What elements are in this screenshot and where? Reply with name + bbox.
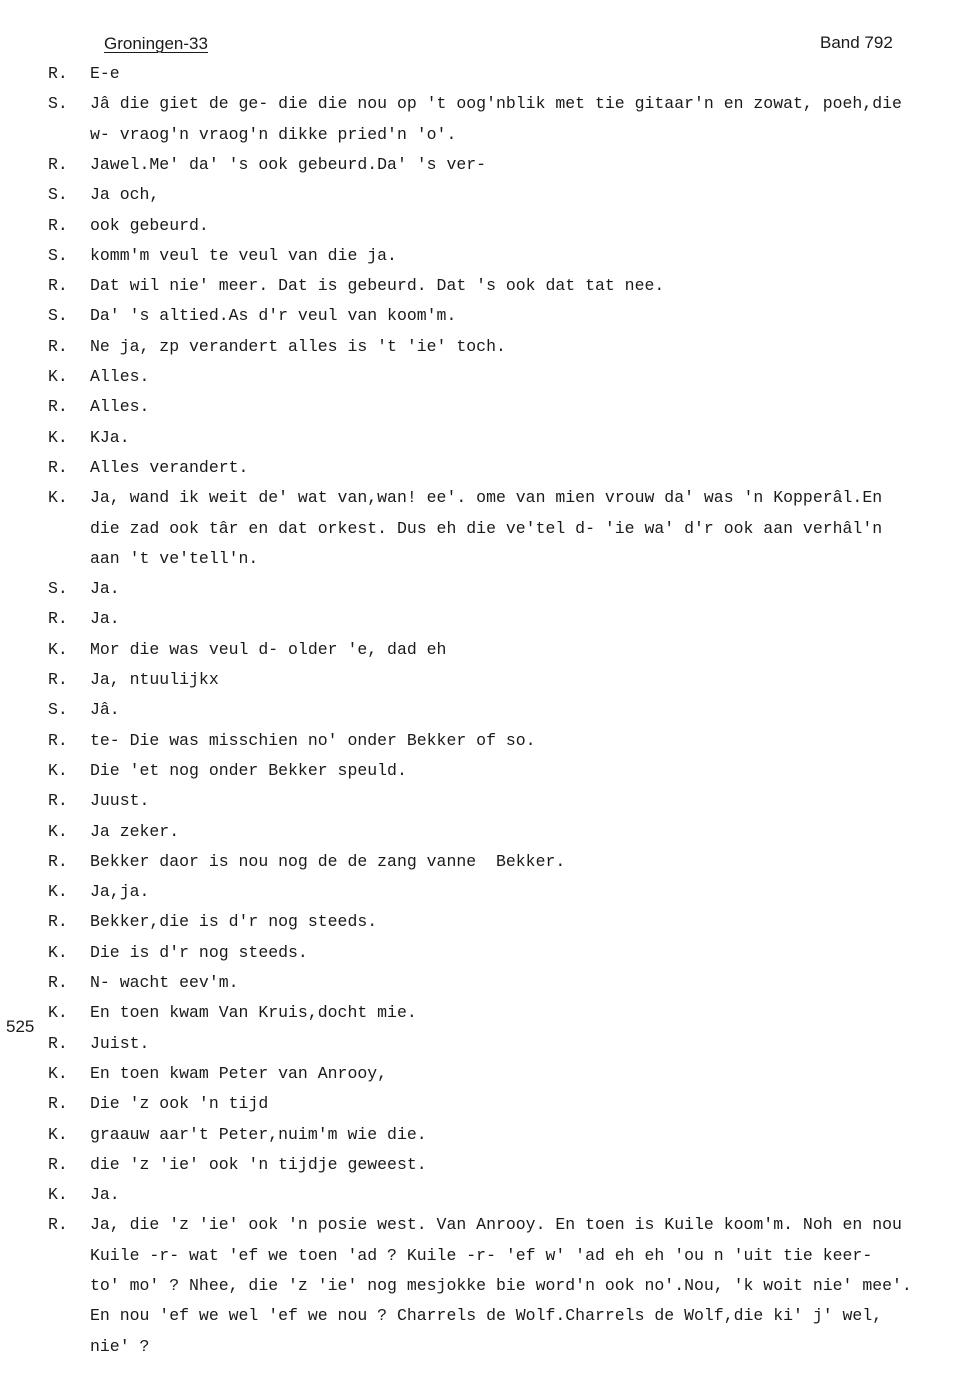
speaker-label: K.: [48, 1185, 68, 1205]
speaker-label: R.: [48, 64, 68, 83]
speaker-label: K.: [48, 942, 68, 962]
band-number: Band 792: [820, 33, 893, 52]
speaker-label: R.: [48, 336, 68, 356]
utterance-text: te- Die was misschien no' onder Bekker of so.: [90, 730, 536, 750]
speaker-label: R.: [48, 1154, 68, 1174]
utterance-text: Jâ die giet de ge- die die nou op 't oog'nblik met tie gitaar'n en zowat, poeh,die: [90, 94, 902, 114]
utterance-text: Jawel.Me' da' 's ook gebeurd.Da' 's ver-: [90, 154, 487, 174]
utterance-text: Juist.: [90, 1033, 150, 1053]
speaker-label: R.: [48, 609, 68, 629]
speaker-label: S.: [48, 306, 68, 326]
speaker-label: S.: [48, 579, 68, 599]
utterance-text: Mor die was veul d- older 'e, dad eh: [90, 639, 447, 659]
speaker-label: R.: [48, 791, 68, 811]
utterance-text: Da' 's altied.As d'r veul van koom'm.: [90, 306, 457, 326]
speaker-label: R.: [48, 670, 68, 689]
utterance-text: Bekker,die is d'r nog steeds.: [90, 912, 378, 932]
speaker-label: R.: [48, 851, 68, 871]
utterance-text: Jâ.: [90, 700, 120, 720]
speaker-label: R.: [48, 457, 68, 477]
speaker-label: K.: [48, 1003, 68, 1023]
speaker-label: K.: [48, 760, 68, 780]
utterance-continuation: die zad ook târ en dat orkest. Dus eh die ve'tel d- 'ie wa' d'r ook aan verhâl'n: [90, 518, 883, 538]
utterance-continuation: to' mo' ? Nhee, die 'z 'ie' nog mesjokke bie word'n ook no'.Nou, 'k woit nie' mee'.: [90, 1276, 912, 1295]
utterance-text: Ne ja, zp verandert alles is 't 'ie' toch.: [90, 336, 506, 356]
speaker-label: S.: [48, 94, 68, 114]
utterance-text: Bekker daor is nou nog de de zang vanne Bekker.: [90, 851, 566, 871]
speaker-label: K.: [48, 639, 68, 659]
utterance-continuation: aan 't ve'tell'n.: [90, 548, 259, 568]
utterance-text: Ja, ntuulijkx: [90, 670, 219, 689]
speaker-label: S.: [48, 245, 68, 265]
utterance-text: Die 'z ook 'n tijd: [90, 1094, 269, 1114]
utterance-text: E-e: [90, 64, 120, 83]
utterance-continuation: nie' ?: [90, 1336, 150, 1356]
speaker-label: R.: [48, 154, 68, 174]
utterance-continuation: En nou 'ef we wel 'ef we nou ? Charrels de Wolf.Charrels de Wolf,die ki' j' wel,: [90, 1306, 883, 1326]
speaker-label: K.: [48, 427, 68, 447]
speaker-label: K.: [48, 882, 68, 902]
utterance-text: Ja och,: [90, 185, 160, 205]
utterance-text: Ja zeker.: [90, 821, 180, 841]
speaker-label: K.: [48, 367, 68, 386]
utterance-text: N- wacht eev'm.: [90, 973, 239, 992]
speaker-label: K.: [48, 821, 68, 841]
utterance-text: ook gebeurd.: [90, 215, 209, 235]
speaker-label: R.: [48, 1215, 68, 1235]
utterance-text: Ja,ja.: [90, 882, 150, 902]
speaker-label: K.: [48, 1124, 68, 1144]
speaker-label: K.: [48, 488, 68, 508]
utterance-text: En toen kwam Peter van Anrooy,: [90, 1063, 388, 1083]
utterance-text: En toen kwam Van Kruis,docht mie.: [90, 1003, 417, 1023]
utterance-text: Ja.: [90, 609, 120, 629]
utterance-text: Alles verandert.: [90, 457, 249, 477]
speaker-label: R.: [48, 276, 68, 296]
utterance-continuation: Kuile -r- wat 'ef we toen 'ad ? Kuile -r- 'ef w' 'ad eh eh 'ou n 'uit tie keer-: [90, 1245, 873, 1265]
utterance-text: Ja, wand ik weit de' wat van,wan! ee'. ome van mien vrouw da' was 'n Kopperâl.En: [90, 488, 883, 508]
speaker-label: S.: [48, 700, 68, 720]
utterance-text: Alles.: [90, 367, 150, 386]
utterance-text: Ja, die 'z 'ie' ook 'n posie west. Van Anrooy. En toen is Kuile koom'm. Noh en nou: [90, 1215, 902, 1235]
speaker-label: R.: [48, 1033, 68, 1053]
margin-number: 525: [6, 1017, 35, 1036]
utterance-text: Juust.: [90, 791, 150, 811]
document-title: Groningen-33: [104, 34, 208, 53]
utterance-text: Die is d'r nog steeds.: [90, 942, 308, 962]
utterance-text: komm'm veul te veul van die ja.: [90, 245, 397, 265]
utterance-text: Dat wil nie' meer. Dat is gebeurd. Dat 's ook dat tat nee.: [90, 276, 665, 296]
speaker-label: R.: [48, 397, 68, 417]
utterance-text: die 'z 'ie' ook 'n tijdje geweest.: [90, 1154, 427, 1174]
utterance-text: graauw aar't Peter,nuim'm wie die.: [90, 1124, 427, 1144]
utterance-text: Die 'et nog onder Bekker speuld.: [90, 760, 407, 780]
speaker-label: R.: [48, 1094, 68, 1114]
speaker-label: R.: [48, 912, 68, 932]
speaker-label: R.: [48, 973, 68, 992]
utterance-text: Alles.: [90, 397, 150, 417]
speaker-label: S.: [48, 185, 68, 205]
speaker-label: K.: [48, 1063, 68, 1083]
utterance-text: KJa.: [90, 427, 130, 447]
utterance-text: Ja.: [90, 1185, 120, 1205]
speaker-label: R.: [48, 730, 68, 750]
utterance-continuation: w- vraog'n vraog'n dikke pried'n 'o'.: [90, 124, 457, 144]
speaker-label: R.: [48, 215, 68, 235]
utterance-text: Ja.: [90, 579, 120, 599]
